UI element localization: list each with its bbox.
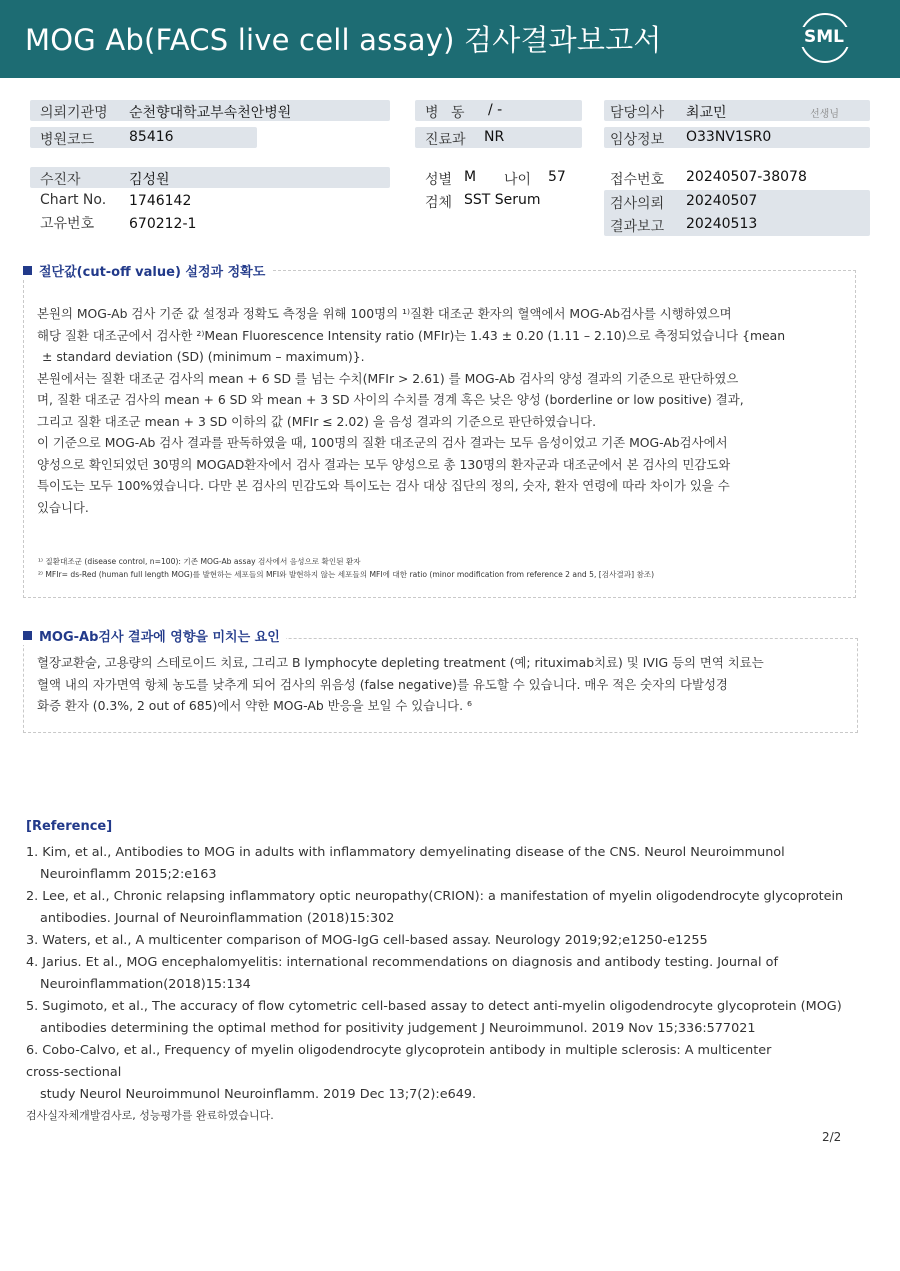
chart-label: Chart No. (40, 192, 107, 208)
code-label: 병원코드 (40, 132, 95, 148)
footnote-1: ¹⁾ 질환대조군 (disease control, n=100): 기존 MOG-Ab assay 검사에서 음성으로 확인된 환자 (38, 557, 361, 566)
receipt-value: 20240507-38078 (686, 169, 807, 185)
reference-line: 1. Kim, et al., Antibodies to MOG in adults with inflammatory demyelinating disease of the CNS. Neurol Neuroimmunol (26, 845, 785, 860)
chart-value: 1746142 (129, 193, 192, 209)
doctor-value: 최교민 (686, 105, 727, 121)
report-value: 20240513 (686, 216, 758, 232)
report-title: MOG Ab(FACS live cell assay) 검사결과보고서 (25, 23, 662, 57)
cutoff-line: ± standard deviation (SD) (minimum – maximum)}. (42, 349, 365, 364)
reference-line: antibodies determining the optimal method for positivity judgement J Neuroimmunol. 2019 Nov 15;336:577021 (40, 1021, 756, 1036)
factors-line: 혈장교환술, 고용량의 스테로이드 치료, 그리고 B lymphocyte depleting treatment (예; rituximab치료) 및 IVIG 등의 면역 치료는 (37, 655, 764, 670)
reference-line: 4. Jarius. Et al., MOG encephalomyelitis: international recommendations on diagnosis and antibody testing. Journal of (26, 955, 778, 970)
cutoff-line: 본원에서는 질환 대조군 검사의 mean + 6 SD 를 넘는 수치(MFIr > 2.61) 를 MOG-Ab 검사의 양성 결과의 기준으로 판단하였으 (37, 370, 739, 386)
validation-note: 검사실자체개발검사로, 성능평가를 완료하였습니다. (26, 1109, 274, 1122)
section-bullet-icon (23, 631, 32, 640)
cutoff-line: 있습니다. (37, 499, 89, 515)
cutoff-section-title-text: 절단값(cut-off value) 설정과 정확도 (39, 265, 266, 280)
clinical-label: 임상정보 (610, 132, 665, 148)
sml-logo (796, 13, 852, 65)
report-label: 결과보고 (610, 219, 665, 235)
cutoff-line: 그리고 질환 대조군 mean + 3 SD 이하의 값 (MFIr ≤ 2.02) 을 음성 결과의 기준으로 판단하였습니다. (37, 413, 597, 429)
reference-line: Neuroinflamm 2015;2:e163 (40, 867, 217, 882)
cutoff-line: 본원의 MOG-Ab 검사 기준 값 설정과 정확도 측정을 위해 100명의 ¹⁾질환 대조군 환자의 혈액에서 MOG-Ab검사를 시행하였으며 (37, 306, 732, 321)
factors-section-title (23, 626, 286, 645)
section-bullet-icon (23, 266, 32, 275)
reference-line: antibodies. Journal of Neuroinflammation (2018)15:302 (40, 911, 395, 926)
reference-list (26, 842, 866, 1106)
reference-line: 5. Sugimoto, et al., The accuracy of flow cytometric cell-based assay to detect anti-myelin oligodendrocyte glycoprotein (MOG) (26, 999, 842, 1014)
reference-line: 6. Cobo-Calvo, et al., Frequency of myelin oligodendrocyte glycoprotein antibody in multiple sclerosis: A multicenter (26, 1043, 772, 1058)
specimen-value: SST Serum (464, 192, 541, 208)
request-value: 20240507 (686, 193, 758, 209)
cutoff-line: 해당 질환 대조군에서 검사한 ²⁾Mean Fluorescence Intensity ratio (MFIr)는 1.43 ± 0.20 (1.11 – 2.10)으로 측정되었습니다 {mean (37, 327, 786, 343)
reference-line: 3. Waters, et al., A multicenter comparison of MOG-IgG cell-based assay. Neurology 2019;92;e1250-e1255 (26, 933, 708, 948)
report-header (0, 0, 900, 78)
institution-value: 순천향대학교부속천안병원 (129, 105, 292, 121)
footnote-2: ²⁾ MFIr= ds-Red (human full length MOG)를 발현하는 세포들의 MFI와 발현하지 않는 세포들의 MFI에 대한 ratio (minor modification from reference 2 and 5, [검사결과] 참조) (38, 570, 655, 579)
cutoff-line: 며, 질환 대조군 검사의 mean + 6 SD 와 mean + 3 SD 사이의 수치를 경계 혹은 낮은 양성 (borderline or low positive) 결과, (37, 392, 744, 407)
factors-line: 혈액 내의 자가면역 항체 농도를 낮추게 되어 검사의 위음성 (false negative)를 유도할 수 있습니다. 매우 적은 숫자의 다발성경 (37, 676, 728, 692)
page-number: 2/2 (822, 1130, 842, 1144)
dept-label: 진료과 (425, 132, 466, 148)
reference-line: Neuroinflammation(2018)15:134 (40, 977, 251, 992)
code-value: 85416 (129, 129, 174, 145)
factors-paragraph (37, 652, 849, 717)
reference-line: study Neurol Neuroimmunol Neuroinflamm. 2019 Dec 13;7(2):e649. (40, 1087, 477, 1102)
age-value: 57 (548, 169, 566, 185)
reference-title: [Reference] (26, 819, 113, 834)
cutoff-section-title (23, 261, 271, 280)
cutoff-paragraph (37, 303, 847, 518)
doctor-label: 담당의사 (610, 105, 665, 121)
request-label: 검사의뢰 (610, 196, 665, 212)
cutoff-line: 이 기준으로 MOG-Ab 검사 결과를 판독하였을 때, 100명의 질환 대조군의 검사 결과는 모두 음성이었고 기존 MOG-Ab검사에서 (37, 435, 728, 450)
factors-line: 화증 환자 (0.3%, 2 out of 685)에서 약한 MOG-Ab 반응을 보일 수 있습니다. ⁶ (37, 698, 472, 713)
specimen-label: 검체 (425, 195, 453, 211)
logo-text: SML (796, 27, 852, 47)
receipt-label: 접수번호 (610, 172, 665, 188)
factors-section-title-text: MOG-Ab검사 결과에 영향을 미치는 요인 (39, 630, 280, 645)
uid-value: 670212-1 (129, 216, 197, 232)
cutoff-line: 특이도는 모두 100%였습니다. 다만 본 검사의 민감도와 특이도는 검사 대상 집단의 정의, 숫자, 환자 연령에 따라 차이가 있을 수 (37, 478, 730, 493)
clinical-value: O33NV1SR0 (686, 129, 772, 145)
ward-value: / - (488, 102, 503, 118)
institution-label: 의뢰기관명 (40, 105, 108, 121)
doctor-suffix: 선생님 (810, 109, 839, 120)
dept-value: NR (484, 129, 505, 145)
cutoff-line: 양성으로 확인되었던 30명의 MOGAD환자에서 검사 결과는 모두 양성으로 총 130명의 환자군과 대조군에서 본 검사의 민감도와 (37, 456, 731, 472)
ward-label: 병 동 (425, 105, 469, 121)
age-label: 나이 (504, 172, 532, 188)
patient-label: 수진자 (40, 172, 81, 188)
patient-bar (30, 167, 390, 188)
patient-value: 김성원 (129, 172, 170, 188)
reference-line: 2. Lee, et al., Chronic relapsing inflammatory optic neuropathy(CRION): a manifestation of myelin oligodendrocyte glycoprotein (26, 889, 844, 904)
uid-label: 고유번호 (40, 216, 95, 232)
sex-value: M (464, 169, 477, 185)
sex-label: 성별 (425, 172, 453, 188)
reference-line: cross-sectional (26, 1065, 122, 1080)
